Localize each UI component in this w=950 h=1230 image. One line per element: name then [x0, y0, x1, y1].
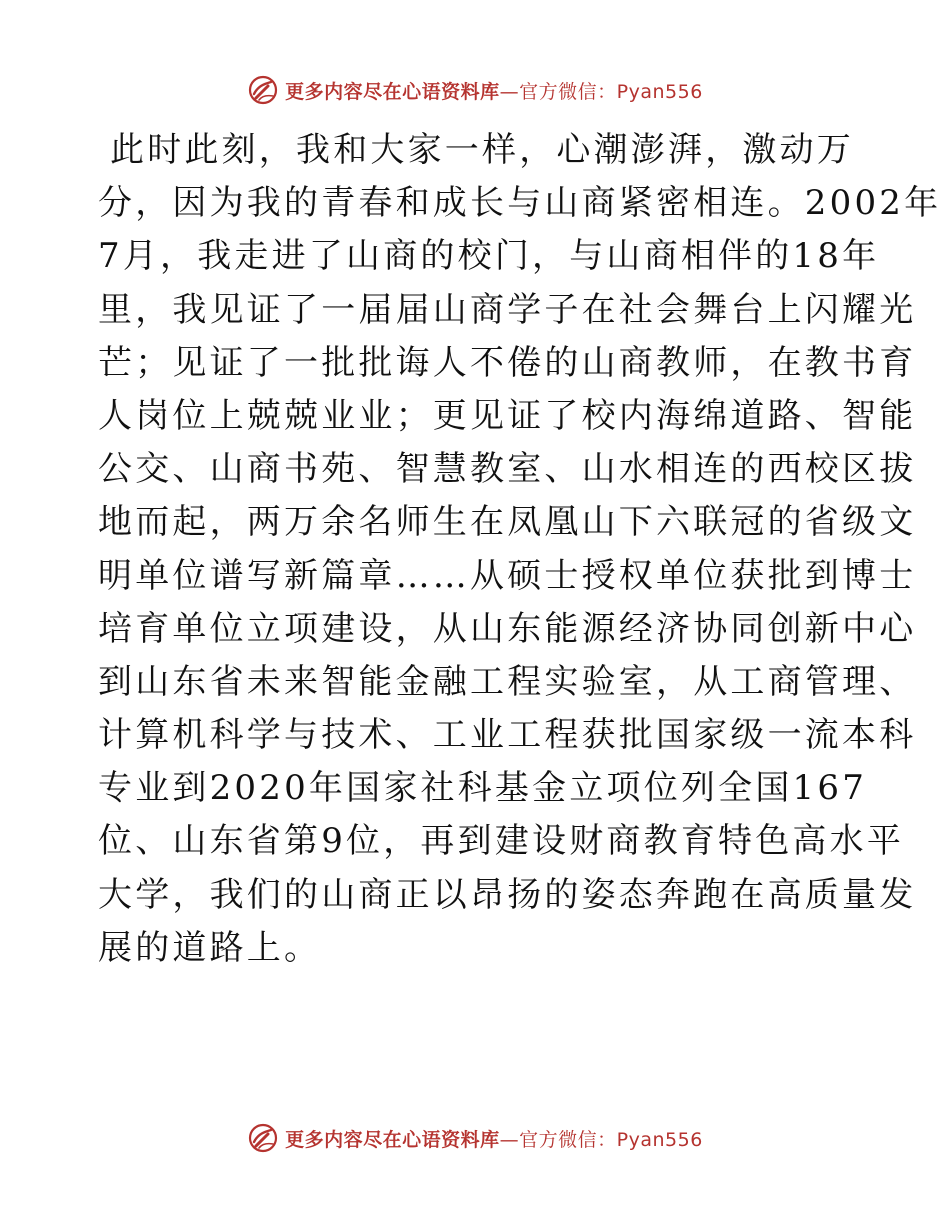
- signature-pen-logo-icon: [247, 1122, 279, 1154]
- body-line: 分，因为我的青春和成长与山商紧密相连。2002年: [98, 183, 942, 224]
- body-line: 芒；见证了一批批诲人不倦的山商教师，在教书育: [98, 342, 917, 383]
- body-line: 此时此刻，我和大家一样，心潮澎湃，激动万: [110, 130, 854, 170]
- body-line: 培育单位立项建设，从山东能源经济协同创新中心: [98, 608, 917, 649]
- body-line: 位、山东省第9位，再到建设财商教育特色高水平: [98, 821, 905, 862]
- signature-pen-logo-icon: [247, 74, 279, 106]
- footer-banner-text: [285, 1125, 703, 1152]
- body-line: 公交、山商书苑、智慧教室、山水相连的西校区拔: [98, 449, 917, 490]
- header-banner-title: 更多内容尽在心语资料库: [285, 80, 500, 103]
- body-line: 展的道路上。: [98, 927, 322, 968]
- body-line: 大学，我们的山商正以昂扬的姿态奔跑在高质量发: [98, 874, 917, 915]
- header-banner-suffix: —官方微信：Pyan556: [499, 80, 703, 103]
- footer-banner-suffix: —官方微信：Pyan556: [499, 1128, 703, 1151]
- body-line: 里，我见证了一届届山商学子在社会舞台上闪耀光: [98, 289, 917, 330]
- footer-banner-title: 更多内容尽在心语资料库: [285, 1128, 500, 1151]
- footer-watermark-banner: [0, 1116, 950, 1160]
- body-line: 明单位谱写新篇章……从硕士授权单位获批到博士: [98, 555, 917, 596]
- header-banner-text: [285, 77, 703, 104]
- header-watermark-banner: [0, 68, 950, 112]
- article-body: [98, 124, 942, 975]
- body-line: 计算机科学与技术、工业工程获批国家级一流本科: [98, 715, 917, 756]
- body-line: 7月，我走进了山商的校门，与山商相伴的18年: [98, 236, 880, 277]
- body-line: 人岗位上兢兢业业；更见证了校内海绵道路、智能: [98, 395, 917, 436]
- body-line: 专业到2020年国家社科基金立项位列全国167: [98, 768, 868, 809]
- body-line: 地而起，两万余名师生在凤凰山下六联冠的省级文: [98, 502, 917, 543]
- body-line: 到山东省未来智能金融工程实验室，从工商管理、: [98, 661, 917, 702]
